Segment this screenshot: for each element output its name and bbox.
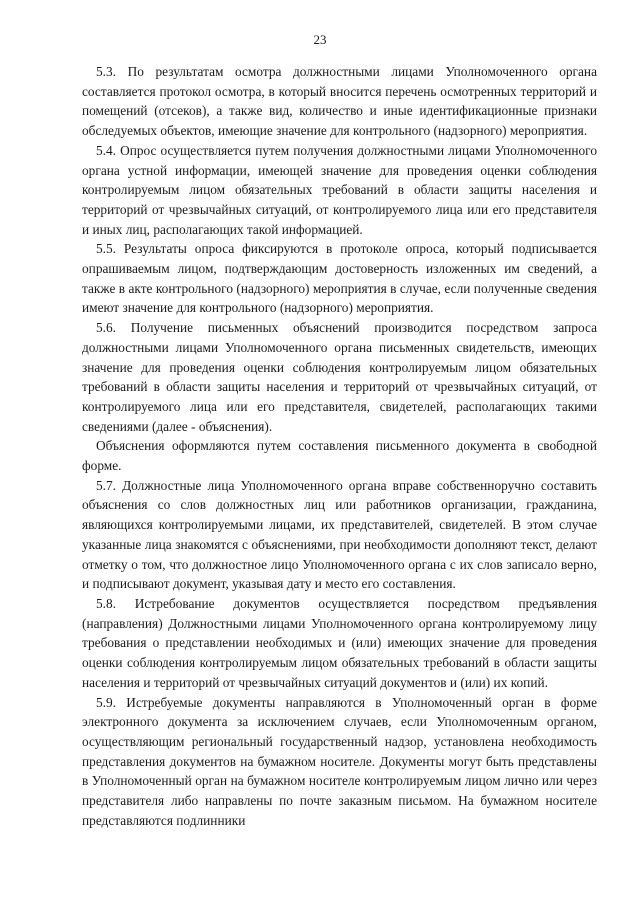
paragraph-5-6: 5.6. Получение письменных объяснений производится посредством запроса должностными лицами Уполномоченного органа письменных свидетельств, имеющих значение для проведения оценки соблюдения контролируемым лицом обязательных требований в области защиты населения и территорий от чрезвычайных ситуаций, от контролируемого лица или его представителя, свидетелей, располагающих такими сведениями (далее - объяснения). <box>82 320 597 434</box>
paragraph-5-5: 5.5. Результаты опроса фиксируются в протоколе опроса, который подписывается опрашиваемым лицом, подтверждающим достоверность изложенных им сведений, а также в акте контрольного (надзорного) мероприятия в случае, если полученные сведения имеют значение для контрольного (надзорного) мероприятия. <box>82 241 597 316</box>
paragraph-explanations-form: Объяснения оформляются путем составления письменного документа в свободной форме. <box>82 438 597 474</box>
paragraph-5-9: 5.9. Истребуемые документы направляются в Уполномоченный орган в форме электронного документа за исключением случаев, если Уполномоченным органом, осуществляющим региональный государственный надзор, установлена необходимость представления документов на бумажном носителе. Документы могут быть представлены в Уполномоченный орган на бумажном носителе контролируемым лицом лично или через представителя либо направлены по почте заказным письмом. На бумажном носителе представляются подлинники <box>82 694 597 828</box>
paragraph-5-8: 5.8. Истребование документов осуществляется посредством предъявления (направления) Должностными лицами Уполномоченного органа контролируемому лицу требования о представлении необходимых и (или) имеющих значение для проведения оценки соблюдения контролируемым лицом обязательных требований в области защиты населения и территорий от чрезвычайных ситуаций документов и (или) их копий. <box>82 595 597 690</box>
paragraph-5-3: 5.3. По результатам осмотра должностными лицами Уполномоченного органа составляется протокол осмотра, в который вносится перечень осмотренных территорий и помещений (отсеков), а также вид, количество и иные идентификационные признаки обследуемых объектов, имеющие значение для контрольного (надзорного) мероприятия. <box>82 64 597 139</box>
paragraph-5-7: 5.7. Должностные лица Уполномоченного органа вправе собственноручно составить объяснения со слов должностных лиц или работников организации, гражданина, являющихся контролируемыми лицами, их представителей, свидетелей. В этом случае указанные лица знакомятся с объяснениями, при необходимости дополняют текст, делают отметку о том, что должностное лицо Уполномоченного органа с их слов записало верно, и подписывают документ, указывая дату и место его составления. <box>82 477 597 592</box>
page-number: 23 <box>313 32 327 47</box>
paragraph-5-4: 5.4. Опрос осуществляется путем получения должностными лицами Уполномоченного органа устной информации, имеющей значение для проведения оценки соблюдения контролируемым лицом обязательных требований в области защиты населения и территорий от чрезвычайных ситуаций, от контролируемого лица или его представителя и иных лиц, располагающих такой информацией. <box>82 142 597 237</box>
document-body <box>82 62 597 830</box>
